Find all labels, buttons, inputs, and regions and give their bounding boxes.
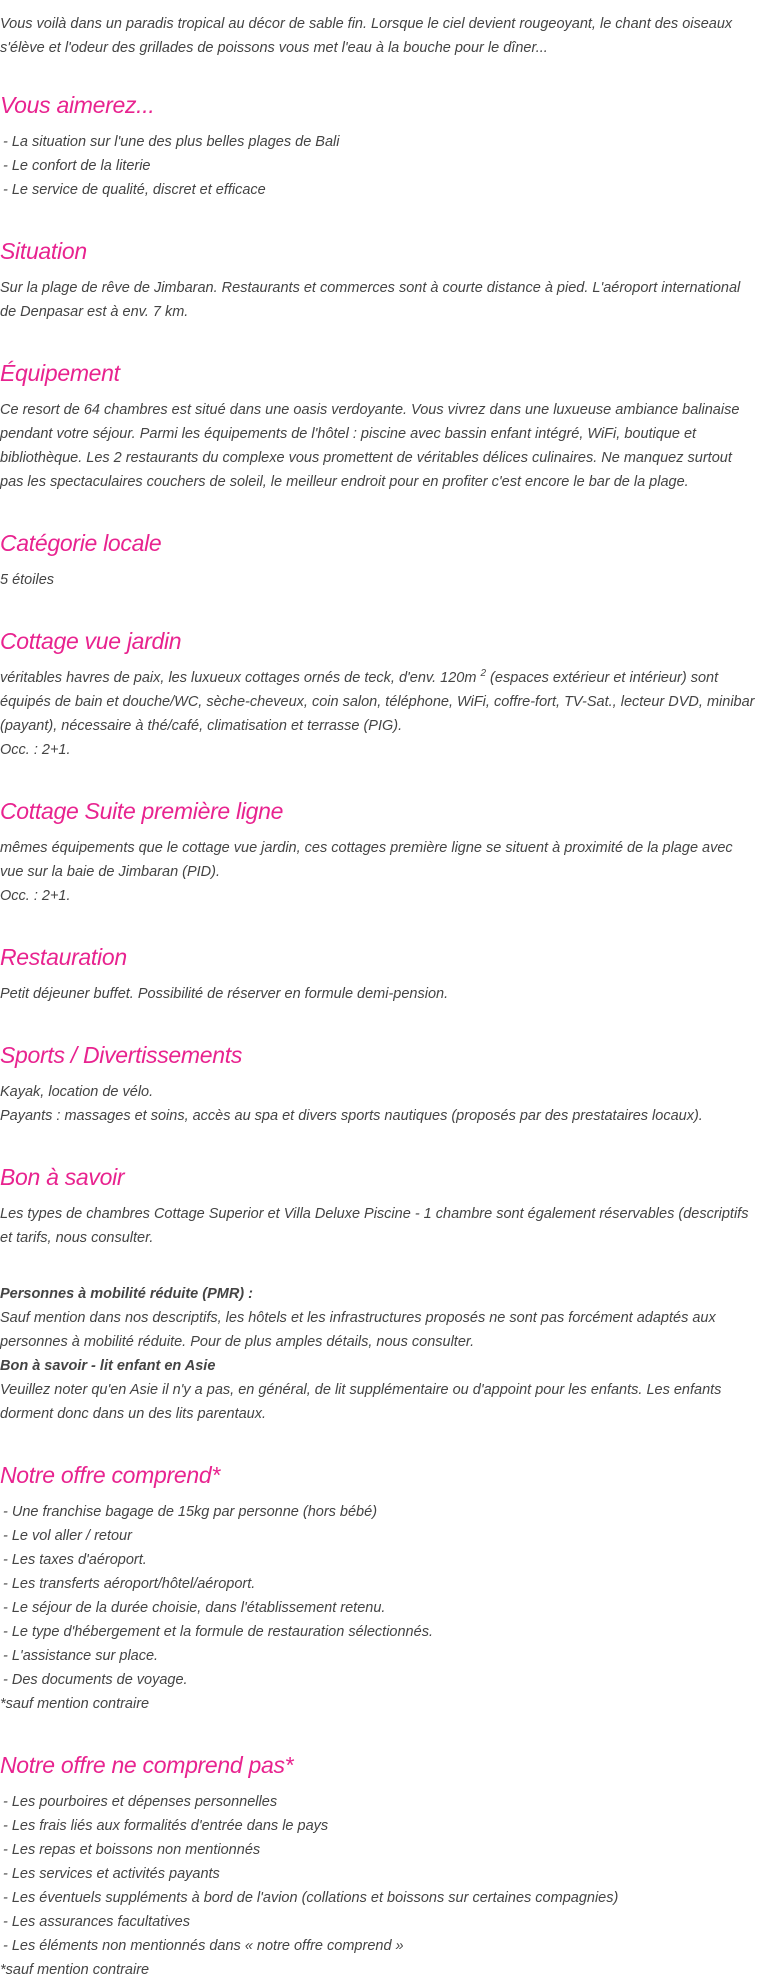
list-item: - Les assurances facultatives <box>3 1914 190 1930</box>
superscript-two: 2 <box>480 668 487 680</box>
section-title-aimerez: Vous aimerez... <box>0 92 155 118</box>
pmr-label: Personnes à mobilité réduite (PMR) : <box>0 1286 253 1302</box>
list-item: - Le service de qualité, discret et efficace <box>3 182 266 198</box>
pmr-text: Sauf mention dans nos descriptifs, les hôtels et les infrastructures proposés ne sont pas forcément adaptés aux personnes à mobilité réduite. Pour de plus amples détails, nous consulter. <box>0 1310 716 1350</box>
comprend-list <box>0 1500 758 1692</box>
list-item: - Le type d'hébergement et la formule de restauration sélectionnés. <box>3 1624 433 1640</box>
list-item: - La situation sur l'une des plus belles plages de Bali <box>3 134 340 150</box>
list-item: - Les services et activités payants <box>3 1866 220 1882</box>
list-item: - Les taxes d'aéroport. <box>3 1552 147 1568</box>
section-title-situation: Situation <box>0 238 87 264</box>
list-item: - Des documents de voyage. <box>3 1672 188 1688</box>
section-title-cottage-suite: Cottage Suite première ligne <box>0 798 284 824</box>
section-title-ne-comprend: Notre offre ne comprend pas* <box>0 1752 294 1778</box>
list-item: - Les repas et boissons non mentionnés <box>3 1842 261 1858</box>
sports-line-2: Payants : massages et soins, accès au spa et divers sports nautiques (proposés par des prestataires locaux). <box>0 1108 703 1124</box>
section-title-cottage-jardin: Cottage vue jardin <box>0 628 182 654</box>
equipement-text: Ce resort de 64 chambres est situé dans une oasis verdoyante. Vous vivrez dans une luxueuse ambiance balinaise pendant votre séjour. Parmi les équipements de l'hôtel : piscine avec bassin enfant intégré, WiFi, boutique et bibliothèque. Les 2 restaurants du complexe vous promettent de véritables délices culinaires. Ne manquez surtout pas les spectaculaires couchers de soleil, le meilleur endroit pour en profiter c'est encore le bar de la plage. <box>0 402 740 490</box>
section-title-restauration: Restauration <box>0 944 127 970</box>
cottage-suite-occupancy: Occ. : 2+1. <box>0 888 71 904</box>
comprend-note: *sauf mention contraire <box>0 1696 150 1712</box>
cottage-jardin-text-after: (espaces extérieur et intérieur) sont équipés de bain et douche/WC, sèche-cheveux, coin salon, téléphone, WiFi, coffre-fort, TV-Sat., lecteur DVD, minibar (payant), nécessaire à thé/café, climatisation et terrasse (PIG). <box>0 670 755 734</box>
restauration-text: Petit déjeuner buffet. Possibilité de réserver en formule demi-pension. <box>0 986 449 1002</box>
cottage-jardin-text-before: véritables havres de paix, les luxueux cottages ornés de teck, d'env. 120m <box>0 670 477 686</box>
ne-comprend-note: *sauf mention contraire <box>0 1962 150 1978</box>
list-item: - Le confort de la literie <box>3 158 151 174</box>
list-item: - Le séjour de la durée choisie, dans l'établissement retenu. <box>3 1600 386 1616</box>
list-item: - L'assistance sur place. <box>3 1648 159 1664</box>
aimerez-list <box>0 130 758 202</box>
section-title-bon-savoir: Bon à savoir <box>0 1164 125 1190</box>
section-title-comprend: Notre offre comprend* <box>0 1462 220 1488</box>
bon-savoir-text: Les types de chambres Cottage Superior et Villa Deluxe Piscine - 1 chambre sont également réservables (descriptifs et tarifs, nous consulter. <box>0 1206 749 1246</box>
list-item: - Les pourboires et dépenses personnelles <box>3 1794 278 1810</box>
sports-line-1: Kayak, location de vélo. <box>0 1084 154 1100</box>
cottage-jardin-text <box>0 666 758 738</box>
section-title-equipement: Équipement <box>0 360 120 386</box>
situation-text: Sur la plage de rêve de Jimbaran. Restaurants et commerces sont à courte distance à pied. L'aéroport international de Denpasar est à env. 7 km. <box>0 280 741 320</box>
list-item: - Les frais liés aux formalités d'entrée dans le pays <box>3 1818 329 1834</box>
section-title-categorie: Catégorie locale <box>0 530 162 556</box>
ne-comprend-list <box>0 1790 758 1958</box>
list-item: - Les éléments non mentionnés dans « notre offre comprend » <box>3 1938 404 1954</box>
asie-text: Veuillez noter qu'en Asie il n'y a pas, en général, de lit supplémentaire ou d'appoint pour les enfants. Les enfants dorment donc dans un des lits parentaux. <box>0 1382 722 1422</box>
asie-label: Bon à savoir - lit enfant en Asie <box>0 1358 216 1374</box>
cottage-suite-text: mêmes équipements que le cottage vue jardin, ces cottages première ligne se situent à proximité de la plage avec vue sur la baie de Jimbaran (PID). <box>0 840 733 880</box>
list-item: - Les transferts aéroport/hôtel/aéroport. <box>3 1576 256 1592</box>
spacer <box>0 1250 758 1282</box>
list-item: - Les éventuels suppléments à bord de l'avion (collations et boissons sur certaines compagnies) <box>3 1890 619 1906</box>
list-item: - Une franchise bagage de 15kg par personne (hors bébé) <box>3 1504 378 1520</box>
section-title-sports: Sports / Divertissements <box>0 1042 243 1068</box>
list-item: - Le vol aller / retour <box>3 1528 132 1544</box>
intro-text: Vous voilà dans un paradis tropical au décor de sable fin. Lorsque le ciel devient rougeoyant, le chant des oiseaux s'élève et l'odeur des grillades de poissons vous met l'eau à la bouche pour le dîner... <box>0 16 733 56</box>
cottage-jardin-occupancy: Occ. : 2+1. <box>0 742 71 758</box>
categorie-text: 5 étoiles <box>0 572 55 588</box>
